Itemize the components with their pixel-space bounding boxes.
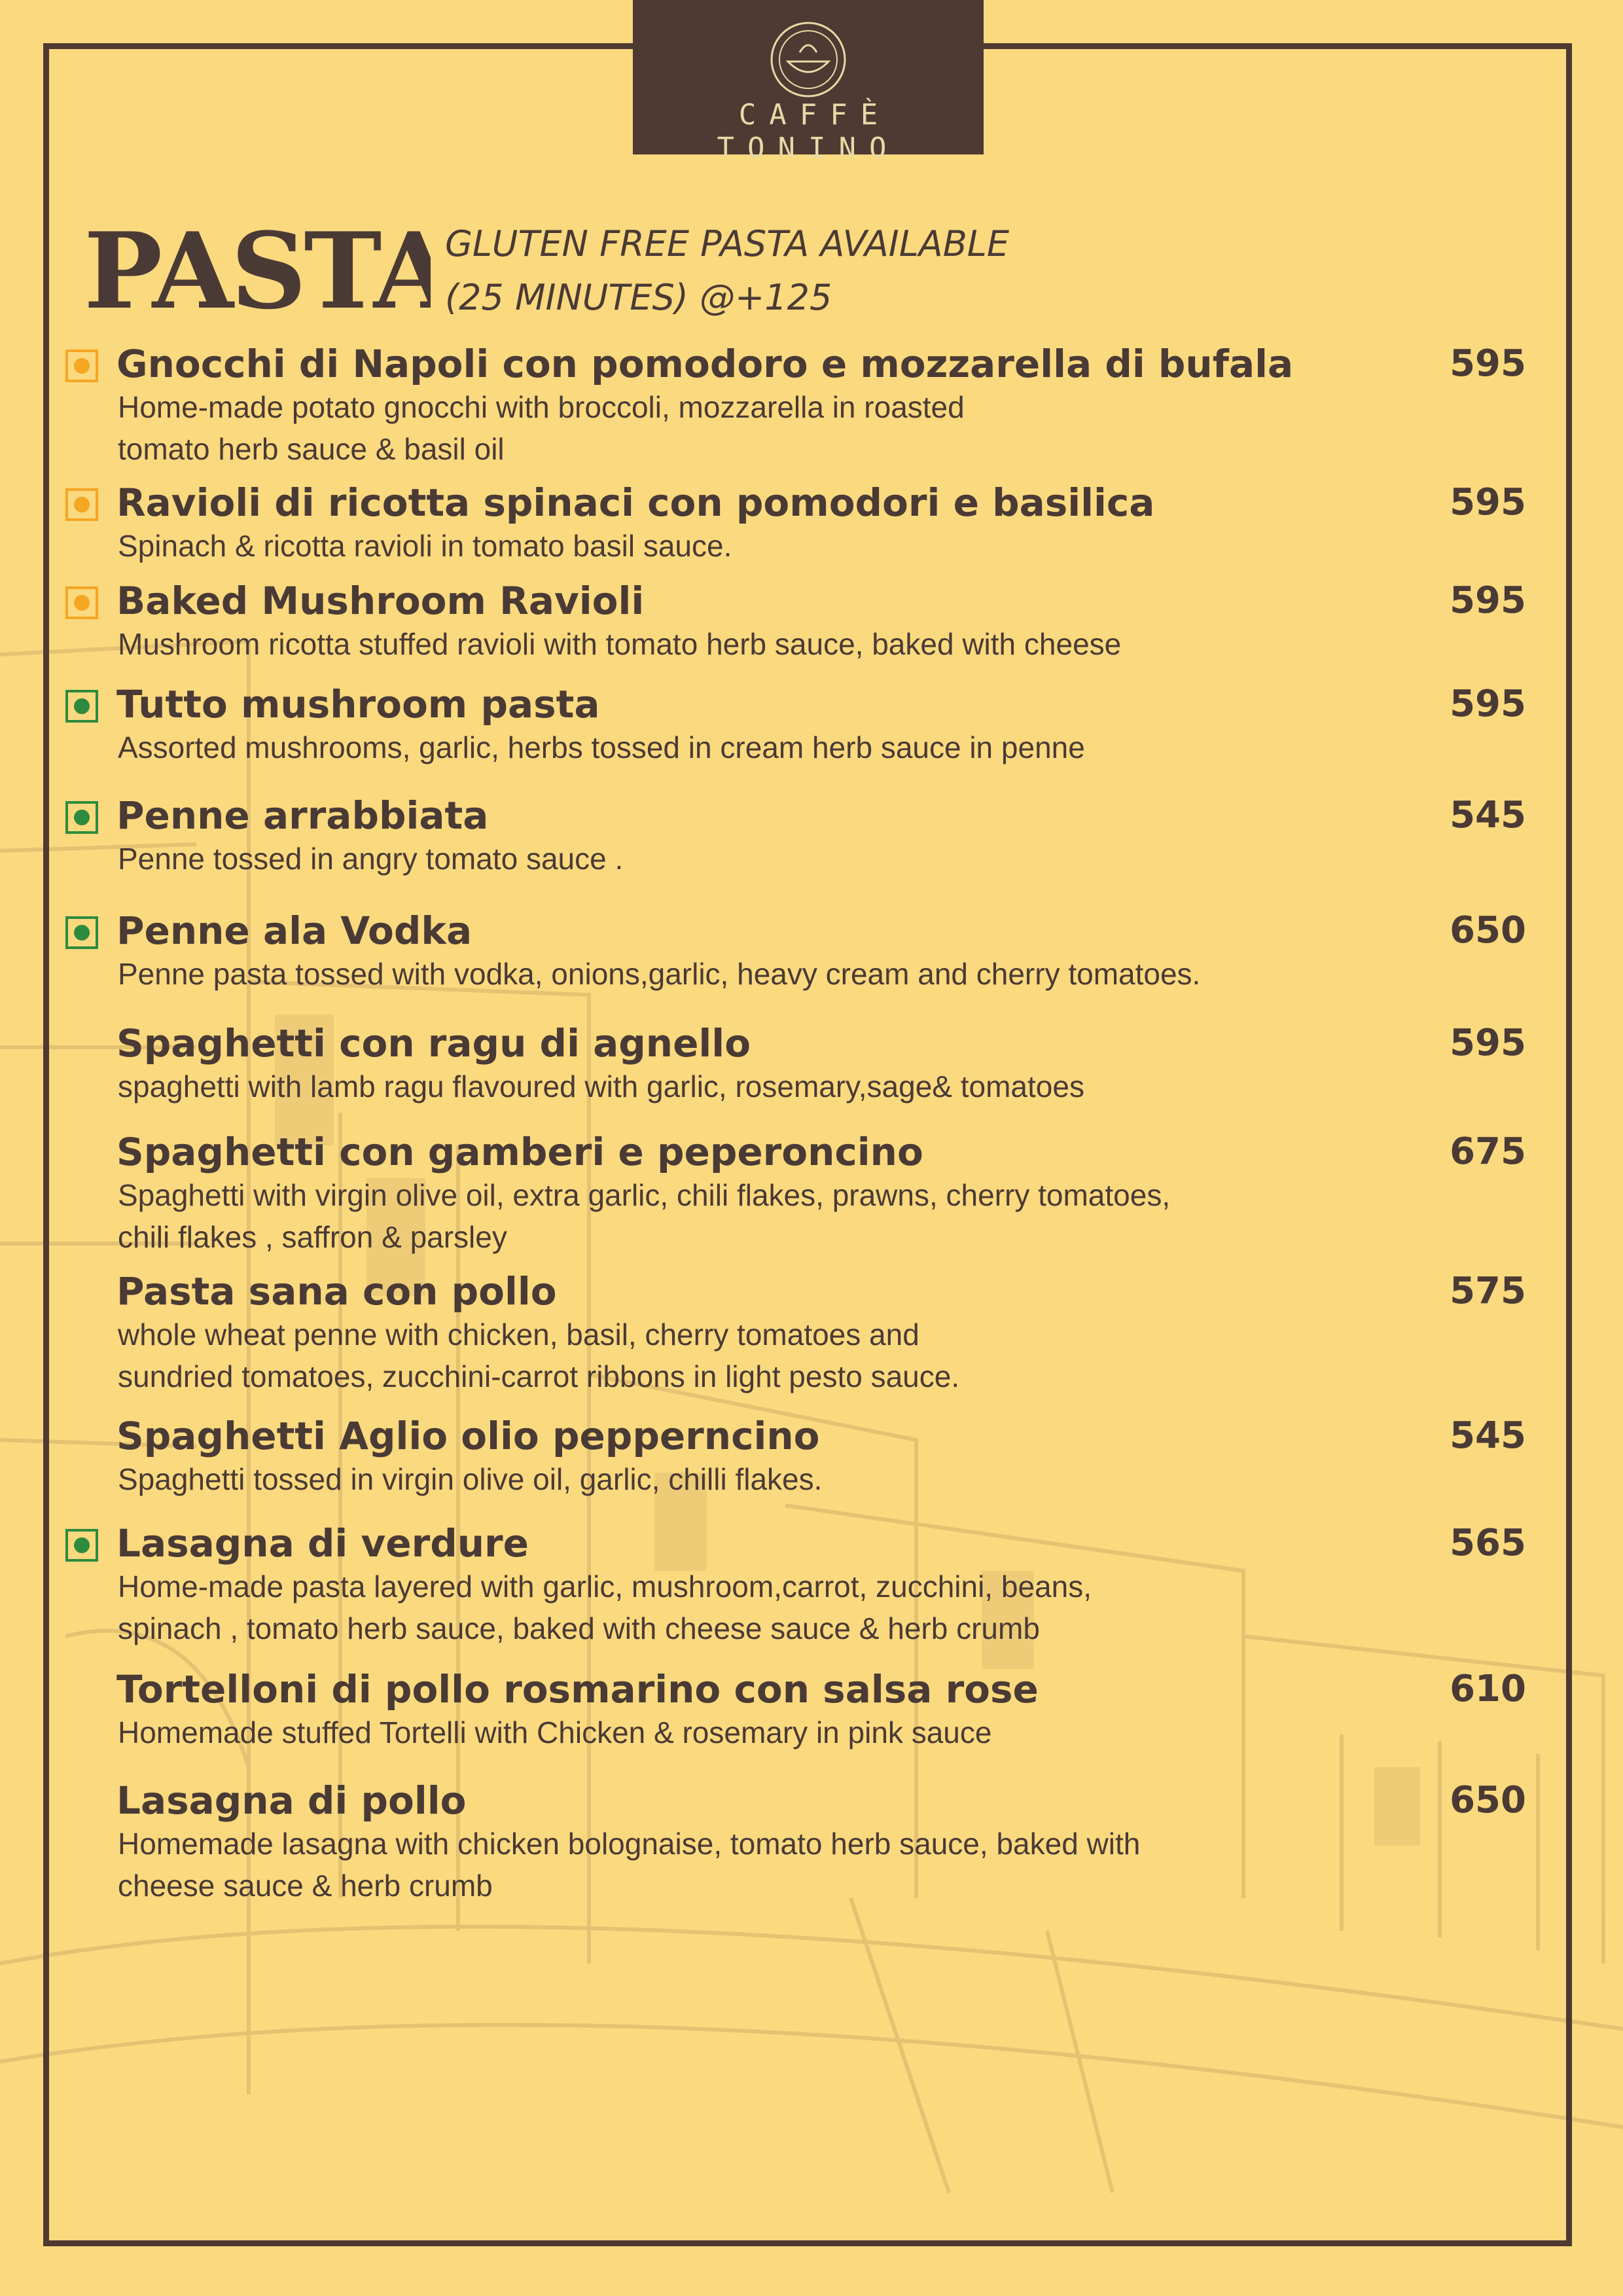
gluten-free-note-line2: (25 MINUTES) @+125 [445, 277, 832, 318]
menu-item-price: 565 [1450, 1522, 1526, 1564]
menu-item-price: 595 [1450, 1022, 1526, 1064]
menu-item-name: Baked Mushroom Ravioli [116, 579, 645, 623]
menu-item-description: Penne pasta tossed with vodka, onions,garlic, heavy cream and cherry tomatoes. [118, 957, 1201, 991]
menu-item-price: 575 [1450, 1270, 1526, 1312]
menu-item-name: Tortelloni di pollo rosmarino con salsa rose [116, 1667, 1039, 1712]
menu-item-price: 595 [1450, 342, 1526, 385]
menu-item-name: Tutto mushroom pasta [116, 682, 600, 726]
menu-item-name: Pasta sana con pollo [116, 1269, 557, 1314]
menu-item-name: Penne arrabbiata [116, 793, 489, 838]
section-title [77, 196, 431, 340]
orange-marker-icon [65, 350, 98, 382]
gluten-free-note [445, 217, 1009, 325]
menu-item-name: Ravioli di ricotta spinaci con pomodori e basilica [116, 480, 1155, 525]
menu-item-price: 650 [1450, 909, 1526, 952]
brand-name: CAFFÈ TONINO [717, 98, 900, 165]
menu-item-price: 595 [1450, 579, 1526, 622]
pasta-heading-text: PASTA [84, 209, 431, 332]
menu-item-price: 675 [1450, 1130, 1526, 1173]
menu-item-name: Lasagna di verdure [116, 1521, 529, 1566]
menu-item-description: Spaghetti tossed in virgin olive oil, garlic, chilli flakes. [118, 1462, 823, 1496]
menu-item-description: Homemade stuffed Tortelli with Chicken & rosemary in pink sauce [118, 1715, 992, 1749]
menu-item-description: Homemade lasagna with chicken bolognaise, tomato herb sauce, baked with cheese sauce & herb crumb [118, 1827, 1141, 1903]
menu-item-description: Home-made potato gnocchi with broccoli, mozzarella in roasted tomato herb sauce & basil oil [118, 390, 965, 466]
menu-item-description: Assorted mushrooms, garlic, herbs tossed in cream herb sauce in penne [118, 730, 1085, 764]
gluten-free-note-line1: GLUTEN FREE PASTA AVAILABLE [445, 223, 1009, 264]
menu-item-price: 610 [1450, 1668, 1526, 1710]
orange-marker-icon [65, 586, 98, 619]
menu-item-name: Spaghetti con ragu di agnello [116, 1021, 751, 1066]
menu-item-description: Spinach & ricotta ravioli in tomato basil sauce. [118, 529, 732, 563]
menu-item-price: 650 [1450, 1779, 1526, 1821]
menu-item-price: 595 [1450, 683, 1526, 725]
logo-header [633, 0, 984, 165]
caffe-logo-icon [768, 20, 848, 99]
menu-item-description: Spaghetti with virgin olive oil, extra garlic, chili flakes, prawns, cherry tomatoes, chili flakes , saffron & parsley [118, 1178, 1171, 1254]
menu-item-name: Spaghetti con gamberi e peperoncino [116, 1130, 923, 1174]
menu-item-description: Penne tossed in angry tomato sauce . [118, 842, 624, 876]
orange-marker-icon [65, 488, 98, 521]
menu-item-name: Penne ala Vodka [116, 908, 473, 953]
menu-item-description: Mushroom ricotta stuffed ravioli with tomato herb sauce, baked with cheese [118, 627, 1122, 661]
menu-item-price: 545 [1450, 1414, 1526, 1457]
menu-item-name: Gnocchi di Napoli con pomodoro e mozzarella di bufala [116, 342, 1294, 386]
menu-item-description: Home-made pasta layered with garlic, mushroom,carrot, zucchini, beans, spinach , tomato herb sauce, baked with cheese sauce & herb crumb [118, 1570, 1092, 1645]
green-marker-icon [65, 1529, 98, 1562]
green-marker-icon [65, 916, 98, 949]
menu-item-price: 545 [1450, 794, 1526, 836]
menu-item-name: Spaghetti Aglio olio pepperncino [116, 1414, 820, 1458]
menu-item-description: spaghetti with lamb ragu flavoured with garlic, rosemary,sage& tomatoes [118, 1069, 1084, 1103]
menu-item-name: Lasagna di pollo [116, 1778, 467, 1823]
menu-item-description: whole wheat penne with chicken, basil, cherry tomatoes and sundried tomatoes, zucchini-carrot ribbons in light pesto sauce. [118, 1318, 960, 1393]
menu-item-price: 595 [1450, 481, 1526, 524]
green-marker-icon [65, 801, 98, 834]
green-marker-icon [65, 690, 98, 723]
